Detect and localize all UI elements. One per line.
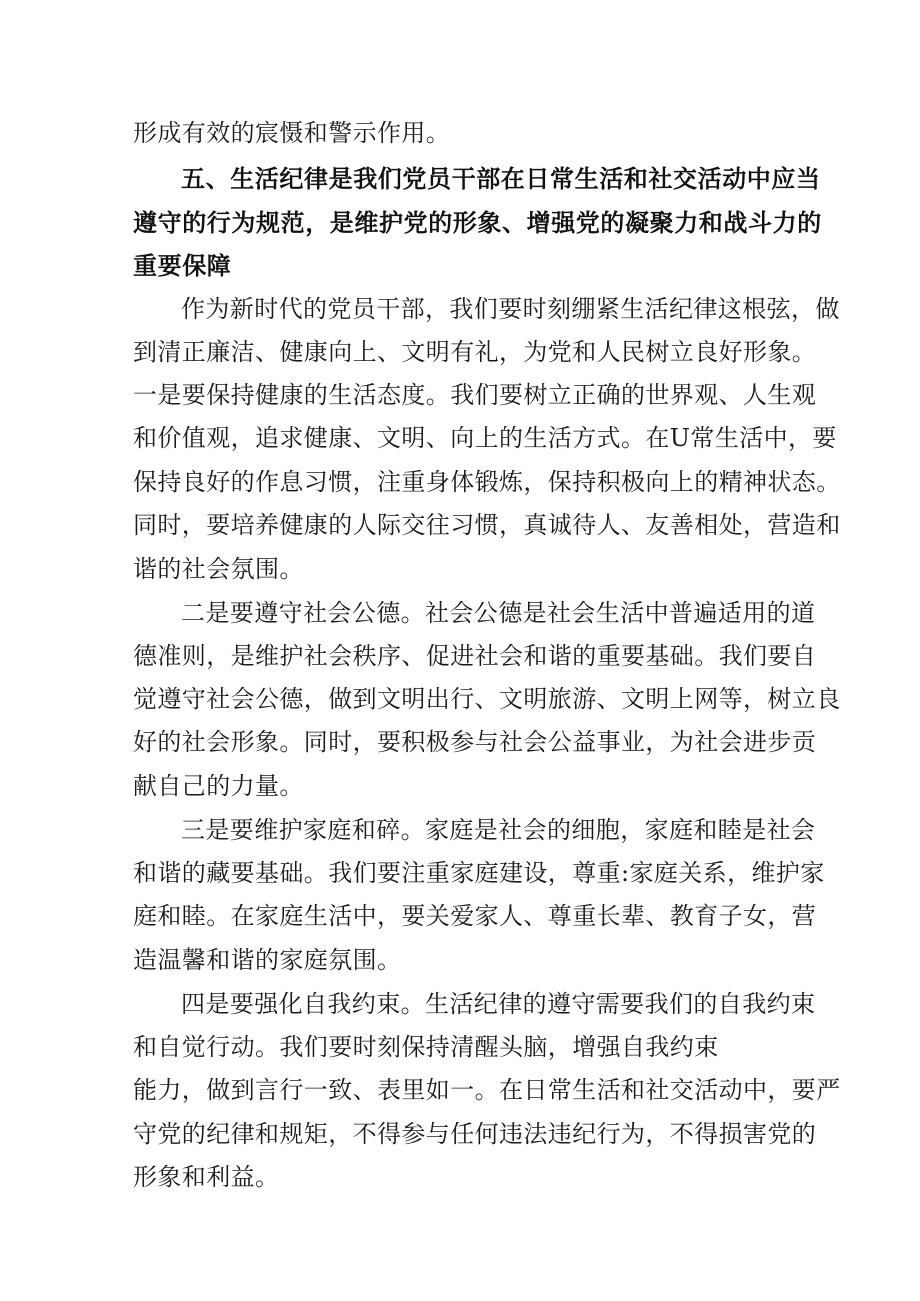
paragraph-line: 和自觉行动。我们要时刻保持清醒头脑，增强自我约束: [133, 1033, 719, 1061]
paragraph-line: 庭和睦。在家庭生活中，要关爱家人、尊重长辈、教育子女，营: [133, 902, 817, 930]
paragraph-line: 保持良好的作息习惯，注重身体锻炼，保持积极向上的精神状态。: [133, 468, 841, 496]
heading-line: 遵守的行为规范，是维护党的形象、增强党的凝聚力和战斗力的: [133, 209, 822, 237]
paragraph-line: 形象和利益。: [133, 1163, 280, 1191]
paragraph-line: 和价值观，追求健康、文明、向上的生活方式。在U常生活中，要: [133, 424, 837, 452]
paragraph-line: 四是要强化自我约束。生活纪律的遵守需要我们的自我约束: [181, 990, 816, 1018]
paragraph-line: 作为新时代的党员干部，我们要时刻绷紧生活纪律这根弦，做: [181, 295, 840, 323]
paragraph-line: 献自己的力量。: [133, 772, 304, 800]
paragraph-line: 和谐的藏要基础。我们要注重家庭建设，尊重:家庭关系，维护家: [133, 859, 825, 887]
paragraph-line: 好的社会形象。同时，要积极参与社会公益事业，为社会进步贡: [133, 728, 817, 756]
paragraph-line: 谐的社会氛围。: [133, 555, 304, 583]
paragraph-line: 觉遵守社会公德，做到文明出行、文明旅游、文明上网等，树立良: [133, 685, 841, 713]
paragraph-line: 德准则，是维护社会秩序、促进社会和谐的重要基础。我们要自: [133, 642, 817, 670]
paragraph-line: 造温馨和谐的家庭氛围。: [133, 946, 402, 974]
heading-line: 五、生活纪律是我们党员干部在日常生活和社交活动中应当: [181, 165, 821, 193]
paragraph-line: 三是要维护家庭和碎。家庭是社会的细胞，家庭和睦是社会: [181, 816, 816, 844]
paragraph-line: 同时，要培养健康的人际交往习惯，真诚待人、友善相处，营造和: [133, 511, 841, 539]
paragraph-line: 一是要保持健康的生活态度。我们要树立正确的世界观、人生观: [133, 381, 817, 409]
heading-line: 重要保障: [133, 252, 232, 280]
paragraph-line: 二是要遵守社会公德。社会公德是社会生活中普遍适用的道: [181, 599, 816, 627]
paragraph-line: 能力，做到言行一致、表里如一。在日常生活和社交活动中，要严: [133, 1076, 841, 1104]
intro-tail-line: 形成有效的宸慑和警示作用。: [133, 119, 451, 147]
paragraph-line: 守党的纪律和规矩，不得参与任何违法违纪行为，不得损害党的: [133, 1120, 817, 1148]
paragraph-line: 到清正廉洁、健康向上、文明有礼，为党和人民树立良好形象。: [133, 338, 817, 366]
